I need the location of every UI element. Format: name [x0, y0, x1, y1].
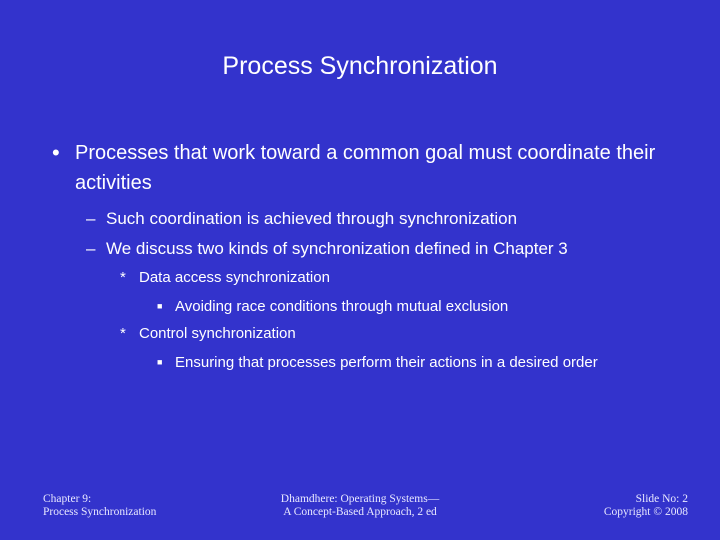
slide-title: Process Synchronization: [222, 52, 498, 80]
item-control: [120, 324, 296, 344]
subitem-desired-order: [157, 352, 598, 373]
dash-icon: –: [86, 209, 96, 228]
square-bullet-icon: ■: [157, 301, 163, 311]
subitem-text: Avoiding race conditions through mutual exclusion: [175, 298, 509, 315]
subitem-text: Ensuring that processes perform their actions in a desired order: [175, 354, 598, 371]
main-bullet-text: Processes that work toward a common goal must coordinate their activities: [75, 142, 656, 194]
item-data-access: [120, 268, 330, 288]
footer-copyright: Copyright © 2008: [603, 506, 688, 518]
footer-slide-info: [604, 493, 688, 519]
footer-book-line2: A Concept-Based Approach, 2 ed: [283, 506, 437, 518]
asterisk-icon: *: [120, 325, 126, 342]
subitem-race-conditions: [157, 296, 508, 317]
sub-bullet-coordination: [86, 208, 517, 230]
dash-icon: –: [86, 239, 96, 258]
sub-bullet-two-kinds: [86, 238, 568, 260]
item-text: Data access synchronization: [139, 269, 330, 286]
asterisk-icon: *: [120, 269, 126, 286]
sub-bullet-text: We discuss two kinds of synchronization defined in Chapter 3: [106, 239, 568, 258]
footer-chapter-line1: Chapter 9:: [43, 493, 92, 505]
square-bullet-icon: ■: [157, 357, 163, 367]
sub-bullet-text: Such coordination is achieved through synchronization: [106, 209, 518, 228]
footer-book: [230, 493, 490, 519]
main-bullet: [52, 138, 692, 198]
footer-book-line1: Dhamdhere: Operating Systems—: [280, 493, 440, 505]
bullet-dot-icon: •: [52, 140, 60, 165]
item-text: Control synchronization: [139, 325, 296, 342]
footer-chapter: [43, 493, 156, 519]
footer-slide-number: Slide No: 2: [635, 493, 688, 505]
footer-chapter-line2: Process Synchronization: [43, 506, 157, 518]
